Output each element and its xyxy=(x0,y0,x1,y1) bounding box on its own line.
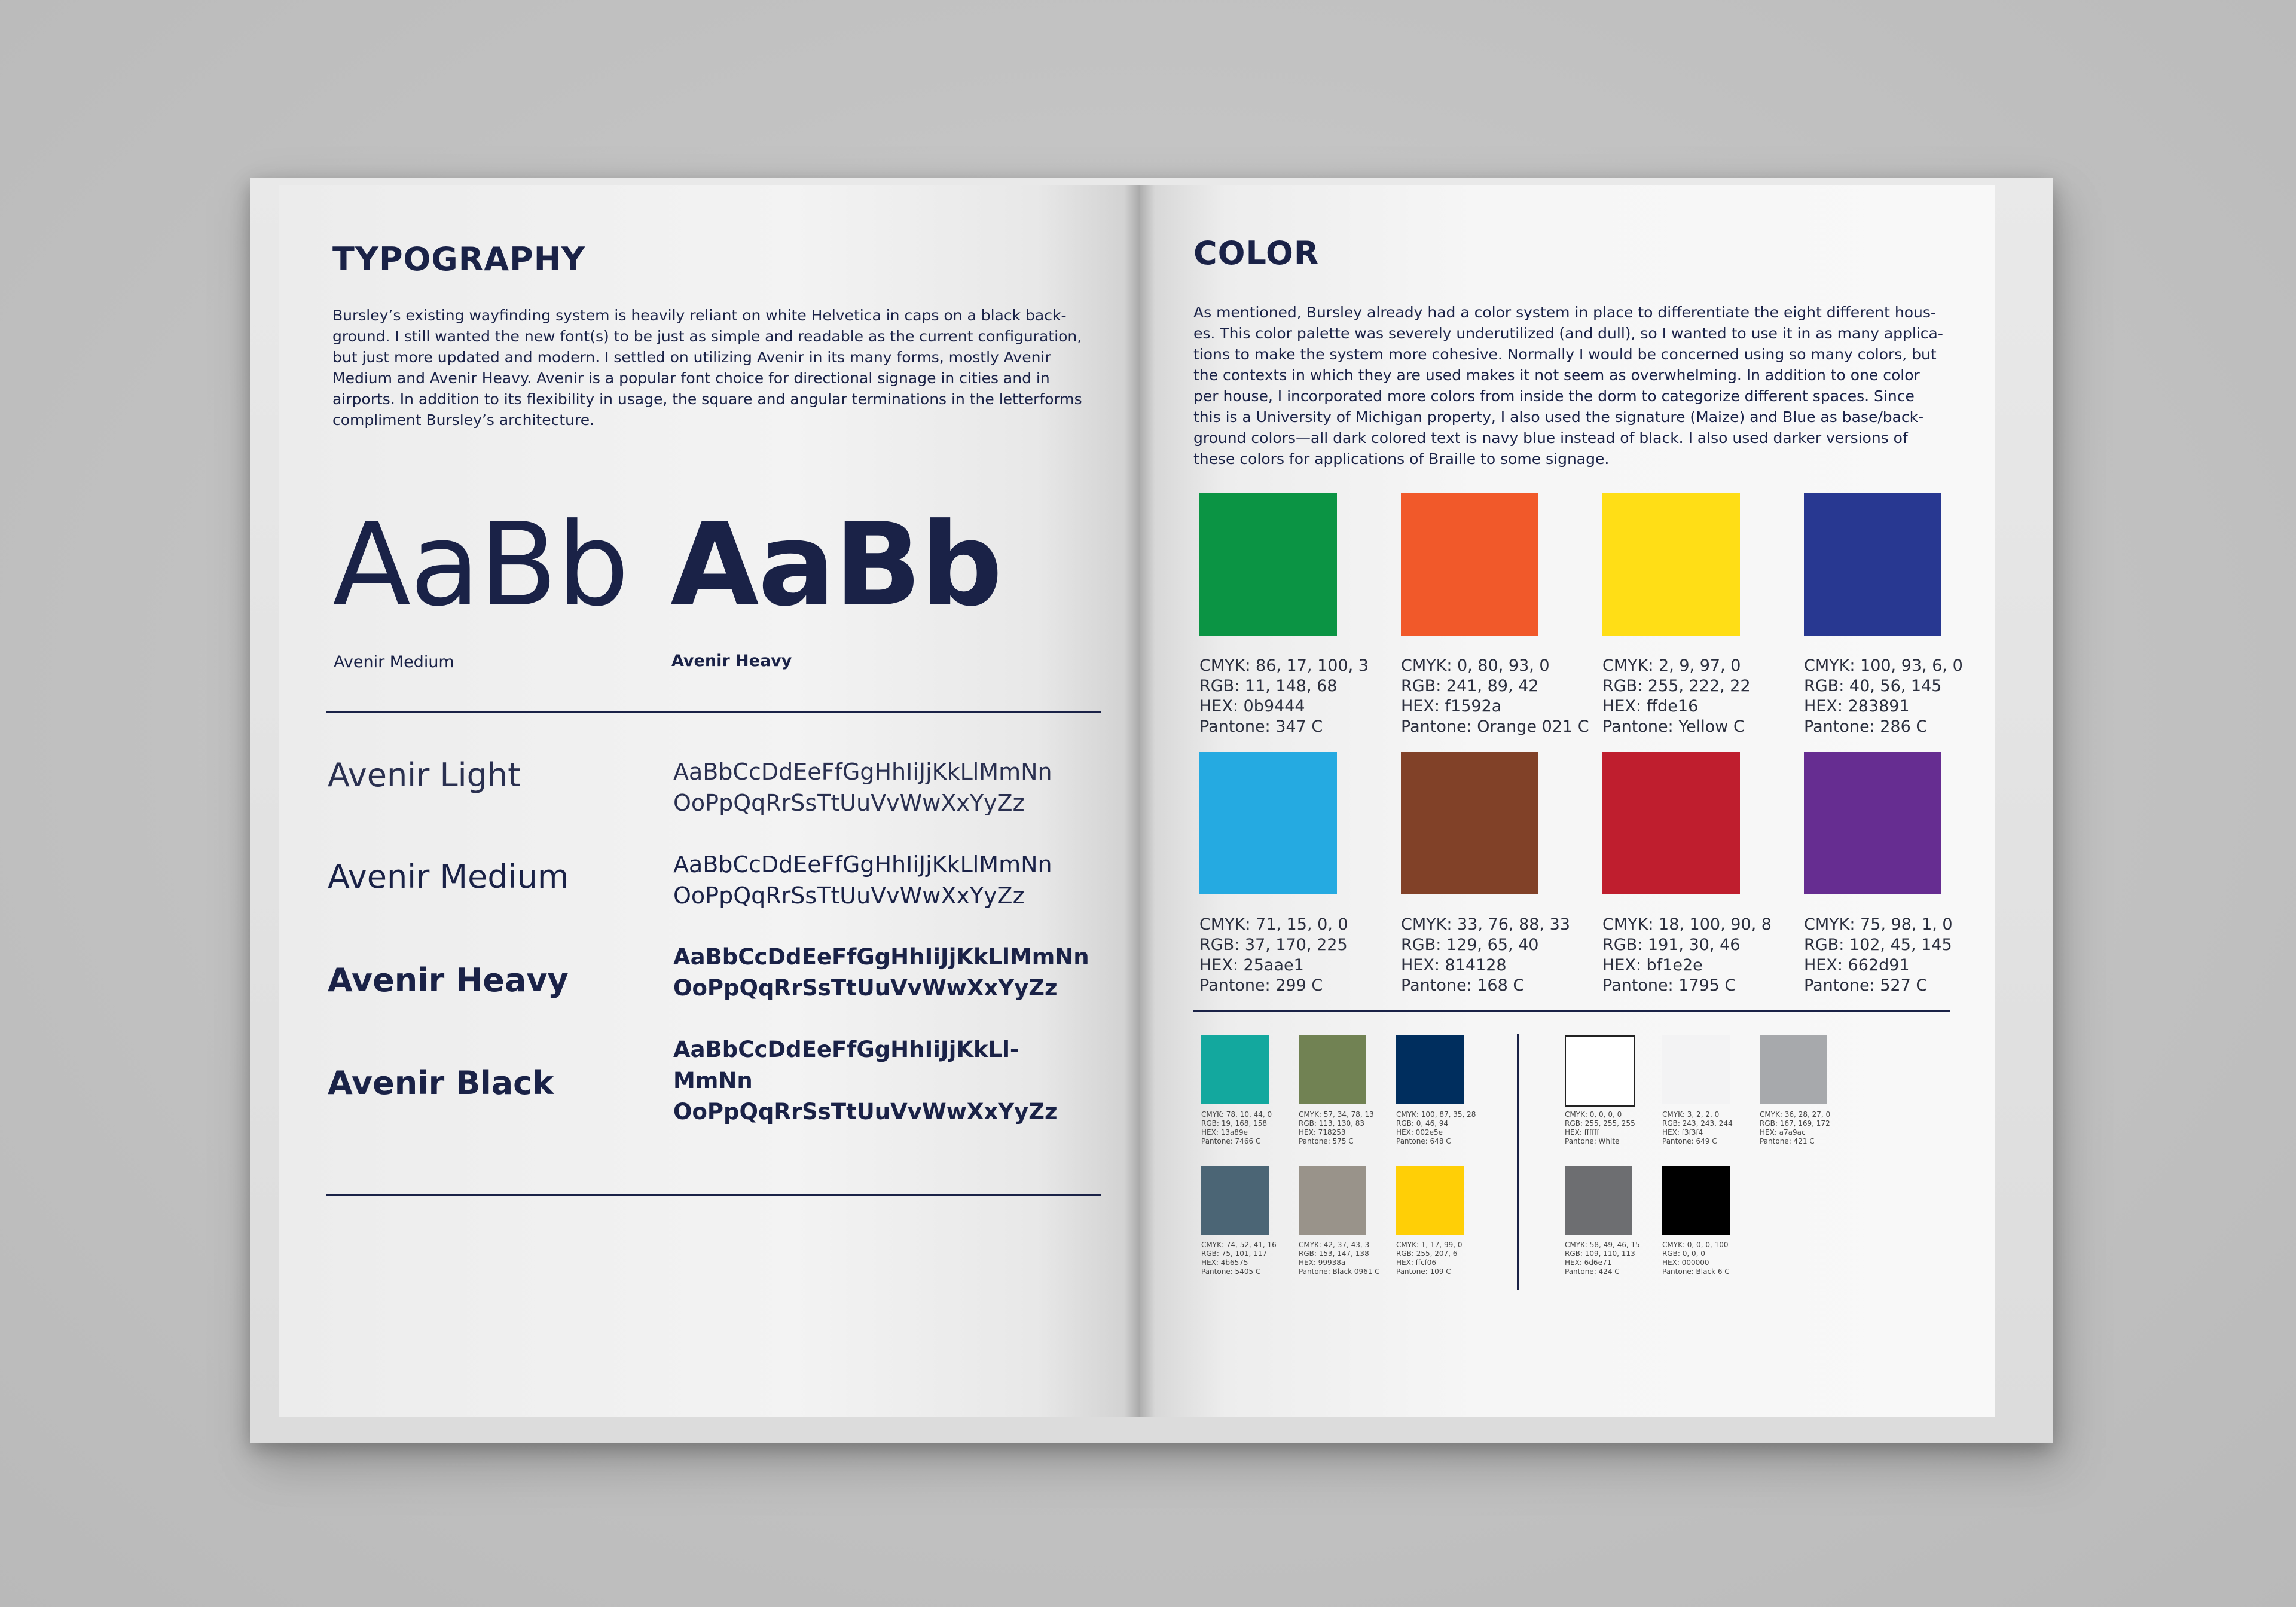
secondary-color-rgb: RGB: 255, 207, 6 xyxy=(1396,1249,1458,1258)
secondary-color-pantone: Pantone: 575 C xyxy=(1299,1137,1354,1145)
neutral-color-pantone: Pantone: 649 C xyxy=(1662,1137,1717,1145)
primary-color-pantone: Pantone: 347 C xyxy=(1199,717,1323,736)
color-divider xyxy=(1193,1010,1950,1012)
primary-color-info xyxy=(1602,915,1772,996)
secondary-color-hex: HEX: 4b6575 xyxy=(1201,1258,1248,1267)
primary-color-hex: HEX: ffde16 xyxy=(1602,697,1699,716)
neutral-color-hex: HEX: 000000 xyxy=(1662,1258,1709,1267)
weight-heavy-name: Avenir Heavy xyxy=(328,961,569,999)
neutral-color-info xyxy=(1662,1241,1730,1276)
weight-medium-name: Avenir Medium xyxy=(328,858,569,896)
neutral-color-rgb: RGB: 167, 169, 172 xyxy=(1760,1119,1830,1128)
neutral-color-swatch xyxy=(1662,1035,1730,1104)
color-heading: COLOR xyxy=(1193,234,1320,272)
neutral-color-info xyxy=(1662,1110,1733,1146)
secondary-color-cmyk: CMYK: 78, 10, 44, 0 xyxy=(1201,1110,1272,1119)
primary-color-swatch xyxy=(1804,752,1941,894)
primary-color-rgb: RGB: 11, 148, 68 xyxy=(1199,677,1338,695)
specimen-heavy-caption: Avenir Heavy xyxy=(671,652,792,670)
neutral-color-pantone: Pantone: 421 C xyxy=(1760,1137,1815,1145)
secondary-color-pantone: Pantone: 648 C xyxy=(1396,1137,1451,1145)
weight-heavy-alphabet: AaBbCcDdEeFfGgHhIiJjKkLlMmNn OoPpQqRrSsTtUuVvWwXxYyZz xyxy=(673,944,1089,1001)
book-spine xyxy=(1124,185,1155,1417)
secondary-color-info xyxy=(1299,1110,1374,1146)
primary-color-rgb: RGB: 102, 45, 145 xyxy=(1804,936,1952,954)
primary-color-rgb: RGB: 37, 170, 225 xyxy=(1199,936,1348,954)
primary-color-cmyk: CMYK: 86, 17, 100, 3 xyxy=(1199,656,1369,675)
primary-color-cmyk: CMYK: 33, 76, 88, 33 xyxy=(1401,915,1570,934)
secondary-color-cmyk: CMYK: 100, 87, 35, 28 xyxy=(1396,1110,1476,1119)
secondary-color-cmyk: CMYK: 74, 52, 41, 16 xyxy=(1201,1241,1277,1249)
secondary-color-hex: HEX: 718253 xyxy=(1299,1128,1346,1136)
secondary-color-rgb: RGB: 113, 130, 83 xyxy=(1299,1119,1365,1128)
neutral-color-info xyxy=(1565,1110,1635,1146)
secondary-color-hex: HEX: 99938a xyxy=(1299,1258,1346,1267)
specimen-medium-caption: Avenir Medium xyxy=(334,653,454,671)
primary-color-hex: HEX: bf1e2e xyxy=(1602,956,1703,974)
primary-color-hex: HEX: 25aae1 xyxy=(1199,956,1304,974)
weight-black-alphabet: AaBbCcDdEeFfGgHhIiJjKkLl- MmNn OoPpQqRrSsTtUuVvWwXxYyZz xyxy=(673,1037,1058,1125)
secondary-color-pantone: Pantone: 7466 C xyxy=(1201,1137,1261,1145)
primary-color-cmyk: CMYK: 2, 9, 97, 0 xyxy=(1602,656,1741,675)
secondary-color-pantone: Pantone: 5405 C xyxy=(1201,1267,1261,1276)
primary-color-swatch xyxy=(1401,752,1538,894)
secondary-color-hex: HEX: 002e5e xyxy=(1396,1128,1443,1136)
primary-color-rgb: RGB: 129, 65, 40 xyxy=(1401,936,1539,954)
primary-color-pantone: Pantone: 1795 C xyxy=(1602,976,1736,995)
primary-color-info xyxy=(1804,915,1953,996)
neutral-color-cmyk: CMYK: 58, 49, 46, 15 xyxy=(1565,1241,1640,1249)
secondary-color-cmyk: CMYK: 42, 37, 43, 3 xyxy=(1299,1241,1370,1249)
primary-color-info xyxy=(1401,915,1570,996)
secondary-color-rgb: RGB: 75, 101, 117 xyxy=(1201,1249,1268,1258)
neutral-color-cmyk: CMYK: 36, 28, 27, 0 xyxy=(1760,1110,1831,1119)
primary-color-pantone: Pantone: Yellow C xyxy=(1602,717,1745,736)
primary-color-swatch xyxy=(1602,493,1740,636)
neutral-color-hex: HEX: a7a9ac xyxy=(1760,1128,1806,1136)
secondary-color-pantone: Pantone: 109 C xyxy=(1396,1267,1451,1276)
secondary-color-rgb: RGB: 19, 168, 158 xyxy=(1201,1119,1268,1128)
secondary-color-cmyk: CMYK: 1, 17, 99, 0 xyxy=(1396,1241,1463,1249)
primary-color-cmyk: CMYK: 18, 100, 90, 8 xyxy=(1602,915,1772,934)
neutral-color-rgb: RGB: 243, 243, 244 xyxy=(1662,1119,1733,1128)
primary-color-pantone: Pantone: 168 C xyxy=(1401,976,1525,995)
divider-top xyxy=(326,711,1101,713)
primary-color-swatch xyxy=(1199,493,1337,636)
primary-color-info xyxy=(1199,656,1369,737)
primary-color-rgb: RGB: 191, 30, 46 xyxy=(1602,936,1741,954)
typography-heading: TYPOGRAPHY xyxy=(332,240,585,278)
neutral-color-swatch xyxy=(1565,1035,1635,1107)
secondary-color-swatch xyxy=(1299,1166,1366,1235)
primary-color-cmyk: CMYK: 100, 93, 6, 0 xyxy=(1804,656,1963,675)
primary-color-swatch xyxy=(1804,493,1941,636)
secondary-color-swatch xyxy=(1396,1166,1464,1235)
primary-color-swatch xyxy=(1401,493,1538,636)
primary-color-swatch xyxy=(1602,752,1740,894)
neutral-color-rgb: RGB: 255, 255, 255 xyxy=(1565,1119,1635,1128)
weight-black-name: Avenir Black xyxy=(328,1064,554,1102)
primary-color-hex: HEX: 0b9444 xyxy=(1199,697,1305,716)
neutral-color-info xyxy=(1565,1241,1640,1276)
weight-medium-alphabet: AaBbCcDdEeFfGgHhIiJjKkLlMmNn OoPpQqRrSsTtUuVvWwXxYyZz xyxy=(673,851,1052,909)
neutral-color-pantone: Pantone: 424 C xyxy=(1565,1267,1620,1276)
primary-color-info xyxy=(1602,656,1751,737)
secondary-color-cmyk: CMYK: 57, 34, 78, 13 xyxy=(1299,1110,1374,1119)
neutral-color-hex: HEX: 6d6e71 xyxy=(1565,1258,1612,1267)
divider-bottom xyxy=(326,1194,1101,1196)
secondary-color-info xyxy=(1396,1110,1476,1146)
color-intro: As mentioned, Bursley already had a color system in place to differentiate the eight different hous- es. This color palette was severely underutilized (and dull), so I wanted to use it in as many applica- tions to make the system more cohesive. Normally I would be concerned using so many colors, but the contexts in which they are used makes it not seem as overwhelming. In addition to one color per house, I incorporated more colors from inside the dorm to categorize different spaces. Since this is a University of Michigan property, I also used the signature (Maize) and Blue as base/back- ground colors—all dark colored text is navy blue instead of black. I also used darker versions of these colors for applications of Braille to some signage. xyxy=(1193,304,1943,468)
weight-light-name: Avenir Light xyxy=(328,756,521,794)
primary-color-info xyxy=(1199,915,1348,996)
secondary-color-hex: HEX: 13a89e xyxy=(1201,1128,1248,1136)
neutral-color-rgb: RGB: 109, 110, 113 xyxy=(1565,1249,1635,1258)
primary-color-pantone: Pantone: 527 C xyxy=(1804,976,1928,995)
secondary-color-swatch xyxy=(1396,1035,1464,1104)
secondary-color-info xyxy=(1396,1241,1462,1276)
primary-color-rgb: RGB: 255, 222, 22 xyxy=(1602,677,1751,695)
specimen-medium: AaBb xyxy=(332,499,628,632)
primary-color-hex: HEX: 814128 xyxy=(1401,956,1507,974)
primary-color-cmyk: CMYK: 75, 98, 1, 0 xyxy=(1804,915,1953,934)
neutral-color-pantone: Pantone: White xyxy=(1565,1137,1620,1145)
neutral-color-info xyxy=(1760,1110,1830,1146)
palette-vertical-divider xyxy=(1517,1034,1519,1290)
neutral-color-hex: HEX: f3f3f4 xyxy=(1662,1128,1703,1136)
left-page xyxy=(279,185,1140,1417)
primary-color-hex: HEX: f1592a xyxy=(1401,697,1502,716)
neutral-color-swatch xyxy=(1565,1166,1632,1235)
secondary-color-rgb: RGB: 153, 147, 138 xyxy=(1299,1249,1369,1258)
neutral-color-cmyk: CMYK: 3, 2, 2, 0 xyxy=(1662,1110,1720,1119)
secondary-color-info xyxy=(1299,1241,1380,1276)
typography-intro: Bursley’s existing wayfinding system is heavily reliant on white Helvetica in caps on a black back- ground. I still wanted the new font(s) to be just as simple and readable as the current configuration, but just more updated and modern. I settled on utilizing Avenir in its many forms, mostly Avenir Medium and Avenir Heavy. Avenir is a popular font choice for directional signage in cities and in airports. In addition to its flexibility in usage, the square and angular terminations in the letterforms compliment Bursley’s architecture. xyxy=(332,307,1082,429)
secondary-color-rgb: RGB: 0, 46, 94 xyxy=(1396,1119,1449,1128)
secondary-color-info xyxy=(1201,1110,1272,1146)
secondary-color-hex: HEX: ffcf06 xyxy=(1396,1258,1437,1267)
primary-color-cmyk: CMYK: 71, 15, 0, 0 xyxy=(1199,915,1348,934)
neutral-color-swatch xyxy=(1760,1035,1827,1104)
specimen-heavy: AaBb xyxy=(670,499,1002,632)
secondary-color-swatch xyxy=(1201,1035,1269,1104)
neutral-color-pantone: Pantone: Black 6 C xyxy=(1662,1267,1730,1276)
secondary-color-pantone: Pantone: Black 0961 C xyxy=(1299,1267,1380,1276)
weight-light-alphabet: AaBbCcDdEeFfGgHhIiJjKkLlMmNn OoPpQqRrSsTtUuVvWwXxYyZz xyxy=(673,759,1052,816)
secondary-color-swatch xyxy=(1299,1035,1366,1104)
primary-color-cmyk: CMYK: 0, 80, 93, 0 xyxy=(1401,656,1550,675)
primary-color-rgb: RGB: 40, 56, 145 xyxy=(1804,677,1942,695)
primary-color-pantone: Pantone: Orange 021 C xyxy=(1401,717,1589,736)
neutral-color-swatch xyxy=(1662,1166,1730,1235)
primary-color-pantone: Pantone: 299 C xyxy=(1199,976,1323,995)
primary-color-info xyxy=(1401,656,1589,737)
primary-color-pantone: Pantone: 286 C xyxy=(1804,717,1928,736)
secondary-color-swatch xyxy=(1201,1166,1269,1235)
primary-color-rgb: RGB: 241, 89, 42 xyxy=(1401,677,1539,695)
right-page xyxy=(1140,185,1995,1417)
primary-color-swatch xyxy=(1199,752,1337,894)
neutral-color-cmyk: CMYK: 0, 0, 0, 100 xyxy=(1662,1241,1729,1249)
neutral-color-cmyk: CMYK: 0, 0, 0, 0 xyxy=(1565,1110,1622,1119)
neutral-color-rgb: RGB: 0, 0, 0 xyxy=(1662,1249,1705,1258)
primary-color-hex: HEX: 662d91 xyxy=(1804,956,1910,974)
primary-color-info xyxy=(1804,656,1963,737)
neutral-color-hex: HEX: ffffff xyxy=(1565,1128,1599,1136)
primary-color-hex: HEX: 283891 xyxy=(1804,697,1910,716)
secondary-color-info xyxy=(1201,1241,1277,1276)
